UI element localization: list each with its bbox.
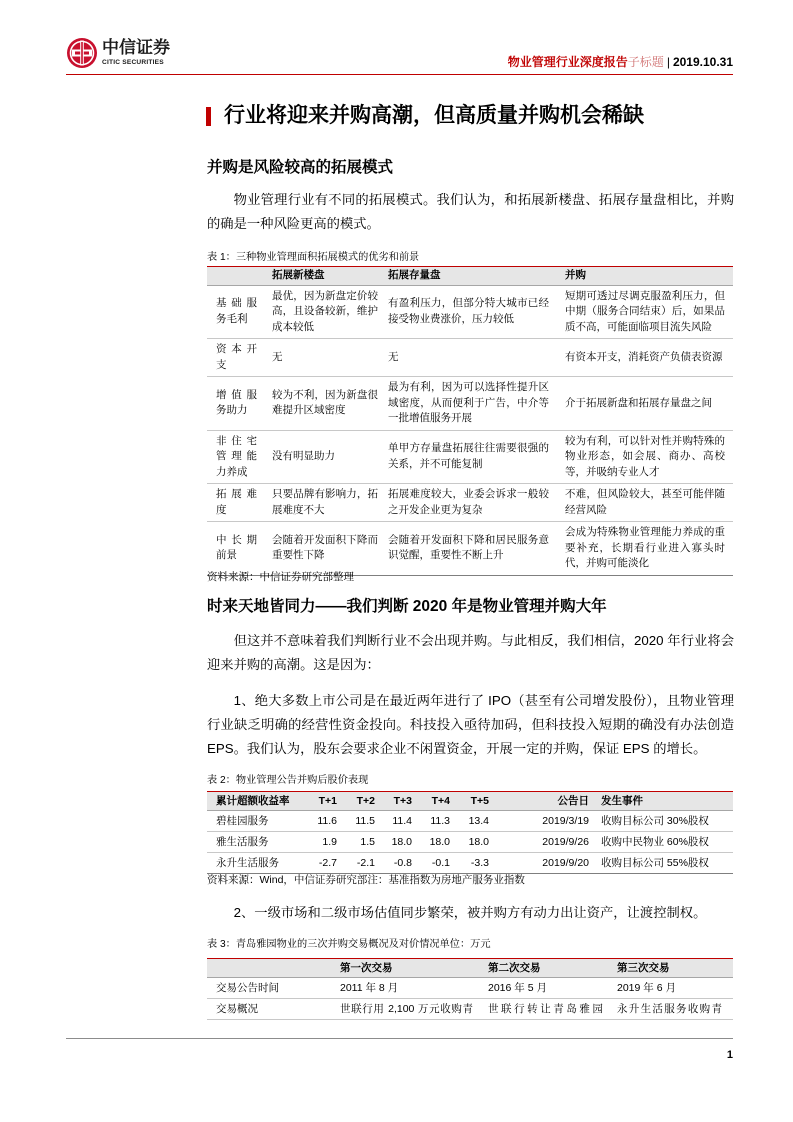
- table1-header-existing-stock: 拓展存量盘: [384, 267, 561, 286]
- table2-header-t2: T+2: [340, 792, 378, 811]
- footer-divider: [66, 1038, 733, 1039]
- table3-row-label: 交易概况: [207, 999, 330, 1020]
- table2-value-t2: -2.1: [340, 853, 378, 874]
- table2-header-t3: T+3: [378, 792, 415, 811]
- table2-row: [207, 811, 733, 832]
- table1-cell-ma: 会成为特殊物业管理能力养成的重要补充，长期看行业进入寡头时代，并购可能淡化: [561, 522, 733, 576]
- table1-row-label: 增值服务助力: [207, 377, 268, 431]
- table2-row: [207, 832, 733, 853]
- table3-cell-second-deal: 世联行转让青岛雅园: [482, 999, 612, 1020]
- table1-cell-ma: 有资本开支，消耗资产负债表资源: [561, 339, 733, 377]
- table2-caption: 表 2：物业管理公告并购后股价表现: [207, 775, 369, 786]
- report-date: 2019.10.31: [672, 55, 733, 69]
- table3-header-first-deal: 第一次交易: [330, 959, 482, 978]
- table2-announce-date: 2019/9/26: [492, 832, 592, 853]
- table3-cell-first-deal: 世联行用 2,100 万元收购青: [330, 999, 482, 1020]
- table2-header-t1: T+1: [302, 792, 340, 811]
- table2-value-t5: 18.0: [453, 832, 492, 853]
- table2-header-event: 发生事件: [592, 792, 733, 811]
- table3-row-label: 交易公告时间: [207, 978, 330, 999]
- table1-row: [207, 484, 733, 522]
- table1: [207, 266, 733, 576]
- logo-chinese-name: 中信证券: [102, 38, 170, 58]
- paragraph-2: 但这并不意味着我们判断行业不会出现并购。与此相反，我们相信，2020 年行业将会迎来并购的高潮。这是因为：: [207, 633, 734, 672]
- table3-cell-third-deal: 永升生活服务收购青: [612, 999, 733, 1020]
- table1-cell-existing-stock: 拓展难度较大，业委会诉求一般较之开发企业更为复杂: [384, 484, 561, 522]
- table3-row: [207, 978, 733, 999]
- table2-value-t3: 11.4: [378, 811, 415, 832]
- table3-cell-third-deal: 2019 年 6 月: [612, 978, 733, 999]
- table2-row: [207, 853, 733, 874]
- table2-announce-date: 2019/9/20: [492, 853, 592, 874]
- citic-logo: [66, 37, 178, 73]
- table1-cell-new-project: 最优，因为新盘定价较高，且设备较新，维护成本较低: [268, 285, 384, 339]
- report-subtitle: 子标题: [627, 55, 664, 69]
- table1-cell-existing-stock: 单甲方存量盘拓展往往需要很强的关系，并不可能复制: [384, 430, 561, 484]
- table1-cell-new-project: 无: [268, 339, 384, 377]
- table2-header-t4: T+4: [415, 792, 453, 811]
- table1-row-label: 资本开支: [207, 339, 268, 377]
- report-header: [508, 55, 733, 69]
- table1-row-label: 中长期前景: [207, 522, 268, 576]
- table3-header-third-deal: 第三次交易: [612, 959, 733, 978]
- header-separator: |: [666, 55, 670, 69]
- table2: [207, 791, 733, 874]
- table1-cell-ma: 不难，但风险较大，甚至可能伴随经营风险: [561, 484, 733, 522]
- table1-row: [207, 522, 733, 576]
- table2-company: 雅生活服务: [207, 832, 302, 853]
- table1-row: [207, 377, 733, 431]
- table2-value-t2: 11.5: [340, 811, 378, 832]
- table3-header-second-deal: 第二次交易: [482, 959, 612, 978]
- table2-value-t1: 1.9: [302, 832, 340, 853]
- table3: [207, 958, 733, 1020]
- table3-header-empty: [207, 959, 330, 978]
- table2-value-t5: 13.4: [453, 811, 492, 832]
- table2-event: 收购目标公司 30%股权: [592, 811, 733, 832]
- table2-value-t4: -0.1: [415, 853, 453, 874]
- table1-cell-new-project: 只要品牌有影响力，拓展难度不大: [268, 484, 384, 522]
- paragraph-3: 1、绝大多数上市公司是在最近两年进行了 IPO（甚至有公司增发股份），且物业管理行业缺乏明确的经营性资金投向。科技投入亟待加码，但科技投入短期的确没有办法创造 EPS。我们认为，股东会要求企业不闲置资金，开展一定的并购，保证 EPS 的增长。: [207, 693, 734, 756]
- paragraph-4: 2、一级市场和二级市场估值同步繁荣，被并购方有动力出让资产，让渡控制权。: [233, 905, 707, 920]
- table1-cell-existing-stock: 最为有利，因为可以选择性提升区域密度，从而便利于广告，中介等一批增值服务开展: [384, 377, 561, 431]
- table1-cell-ma: 介于拓展新盘和拓展存量盘之间: [561, 377, 733, 431]
- report-title: 物业管理行业深度报告: [507, 55, 628, 69]
- table1-header-new-project: 拓展新楼盘: [268, 267, 384, 286]
- table2-announce-date: 2019/3/19: [492, 811, 592, 832]
- table1-row-label: 非住宅管理能力养成: [207, 430, 268, 484]
- paragraph-1: 物业管理行业有不同的拓展模式。我们认为，和拓展新楼盘、拓展存量盘相比，并购的确是一种风险更高的模式。: [207, 192, 734, 231]
- section-title-marker: [206, 107, 211, 126]
- table1-row-label: 拓展难度: [207, 484, 268, 522]
- table2-value-t4: 11.3: [415, 811, 453, 832]
- table2-value-t1: 11.6: [302, 811, 340, 832]
- subsection-title-1: 并购是风险较高的拓展模式: [207, 159, 394, 176]
- table1-header-row: [207, 267, 733, 286]
- table3-caption: 表 3：青岛雅园物业的三次并购交易概况及对价情况单位：万元: [207, 939, 491, 950]
- page-number: 1: [726, 1049, 733, 1061]
- table2-event: 收购目标公司 55%股权: [592, 853, 733, 874]
- logo-english-name: CITIC SECURITIES: [102, 59, 164, 66]
- table2-company: 碧桂园服务: [207, 811, 302, 832]
- table2-event: 收购中民物业 60%股权: [592, 832, 733, 853]
- table1-header-ma: 并购: [561, 267, 733, 286]
- table1-row: [207, 285, 733, 339]
- table3-row: [207, 999, 733, 1020]
- table2-value-t4: 18.0: [415, 832, 453, 853]
- table2-value-t5: -3.3: [453, 853, 492, 874]
- table1-cell-ma: 短期可透过尽调克服盈利压力，但中期（服务合同结束）后，如果品质不高，可能面临项目流失风险: [561, 285, 733, 339]
- table1-cell-new-project: 较为不利，因为新盘很难提升区域密度: [268, 377, 384, 431]
- header-divider: [66, 74, 733, 75]
- table2-source: 资料来源：Wind，中信证券研究部注：基准指数为房地产服务业指数: [207, 874, 525, 886]
- citic-emblem-icon: [66, 37, 98, 69]
- table1-cell-existing-stock: 无: [384, 339, 561, 377]
- table1-caption: 表 1：三种物业管理面积拓展模式的优劣和前景: [207, 252, 420, 263]
- table2-header-t5: T+5: [453, 792, 492, 811]
- table2-value-t2: 1.5: [340, 832, 378, 853]
- table2-value-t3: -0.8: [378, 853, 415, 874]
- table1-cell-existing-stock: 有盈利压力，但部分特大城市已经接受物业费涨价，压力较低: [384, 285, 561, 339]
- table2-header-announce-date: 公告日: [492, 792, 592, 811]
- table1-header-empty: [207, 267, 268, 286]
- table3-header-row: [207, 959, 733, 978]
- table1-cell-new-project: 会随着开发面积下降而重要性下降: [268, 522, 384, 576]
- table2-company: 永升生活服务: [207, 853, 302, 874]
- table1-source: 资料来源：中信证券研究部整理: [207, 571, 354, 583]
- subsection-title-2: 时来天地皆同力——我们判断 2020 年是物业管理并购大年: [207, 598, 607, 615]
- table1-cell-ma: 较为有利，可以针对性并购特殊的物业形态，如会展、商办、高校等，并吸纳专业人才: [561, 430, 733, 484]
- table1-row-label: 基础服务毛利: [207, 285, 268, 339]
- table1-cell-existing-stock: 会随着开发面积下降和居民服务意识觉醒，重要性不断上升: [384, 522, 561, 576]
- table2-value-t1: -2.7: [302, 853, 340, 874]
- table3-cell-second-deal: 2016 年 5 月: [482, 978, 612, 999]
- table2-value-t3: 18.0: [378, 832, 415, 853]
- table1-row: [207, 430, 733, 484]
- table1-cell-new-project: 没有明显助力: [268, 430, 384, 484]
- section-title: 行业将迎来并购高潮，但高质量并购机会稀缺: [224, 104, 644, 127]
- table2-header-row: [207, 792, 733, 811]
- table1-row: [207, 339, 733, 377]
- table3-cell-first-deal: 2011 年 8 月: [330, 978, 482, 999]
- table2-header-excess-return: 累计超额收益率: [207, 792, 302, 811]
